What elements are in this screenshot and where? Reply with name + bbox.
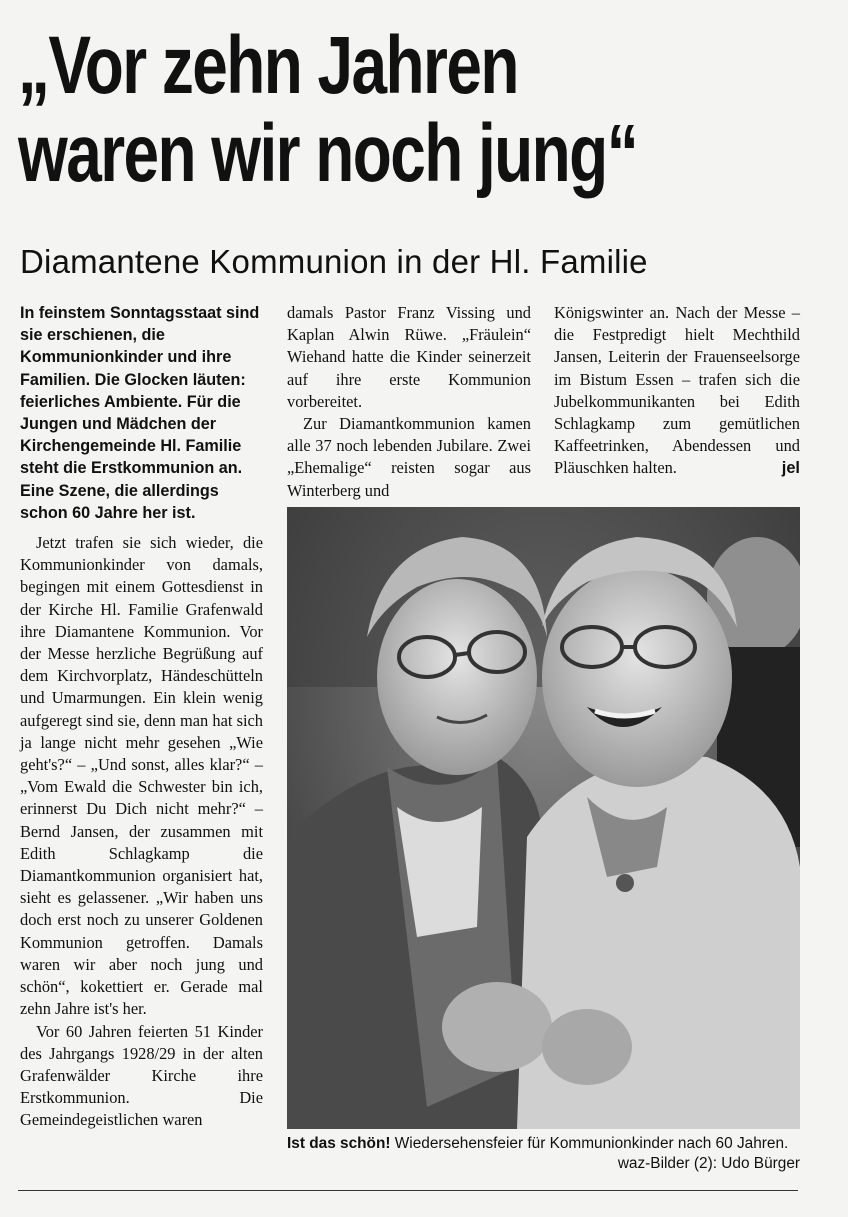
body-paragraph: damals Pastor Franz Vissing und Kaplan Alwin Rüwe. „Fräulein“ Wiehand hatte die Kinder seinerzeit auf ihre erste Kommunion vorbereitet. — [287, 303, 531, 411]
article-photo — [287, 507, 800, 1129]
headline — [18, 22, 642, 198]
body-paragraph: Jetzt trafen sie sich wieder, die Kommunionkinder von damals, begingen mit einem Gottesdienst in der Kirche Hl. Familie Grafenwald ihre Diamantene Kommunion. Vor der Messe herzliche Begrüßung auf dem Kirchvorplatz, Händeschütteln und Umarmungen. Ein klein wenig aufgeregt sind sie, denn man hat sich ja lange nicht mehr gesehen „Wie geht's?“ – „Und sonst, alles klar?“ – „Vom Ewald die Schwester bin ich, erinnerst Du Dich nicht mehr?“ – Bernd Jansen, der zusammen mit Edith Schlagkamp die Diamantkommunion organisiert hat, sieht es gelassener. „Wir haben uns doch erst noch zu unserer Goldenen Kommunion getroffen. Damals waren wir aber noch jung und schön“, kokettiert er. Gerade mal zehn Jahre ist's her. — [20, 533, 263, 1019]
subheadline: Diamantene Kommunion in der Hl. Familie — [20, 243, 648, 280]
headline-line-2: waren wir noch jung“ — [18, 108, 638, 199]
photo-credit: waz-Bilder (2): Udo Bürger — [617, 1155, 800, 1172]
photo-two-women-laughing — [287, 507, 800, 1129]
bottom-rule — [18, 1190, 798, 1191]
body-paragraph — [554, 302, 800, 480]
article-column-1 — [20, 302, 263, 1132]
photo-caption — [287, 1134, 800, 1172]
body-paragraph: Vor 60 Jahren feierten 51 Kinder des Jahrgangs 1928/29 in der alten Grafenwälder Kirche ihre Erstkommunion. Die Gemeindegeistlichen waren — [20, 1021, 263, 1130]
article-column-2 — [287, 302, 531, 502]
caption-text: Wiedersehensfeier für Kommunionkinder nach 60 Jahren. — [390, 1135, 789, 1152]
body-paragraph: Zur Diamantkommunion kamen alle 37 noch lebenden Jubilare. Zwei „Ehemalige“ reisten sogar aus Winterberg und — [287, 414, 531, 500]
author-signoff: jel — [781, 459, 800, 478]
lead-paragraph: In feinstem Sonntagsstaat sind sie erschienen, die Kommunionkinder und ihre Familien. Die Glocken läuten: feierliches Ambiente. Für die Jungen und Mädchen der Kirchengemeinde Hl. Familie steht die Erstkommunion an. Eine Szene, die allerdings schon 60 Jahre her ist. — [20, 304, 260, 522]
caption-bold-lead: Ist das schön! — [287, 1135, 391, 1152]
article-column-3 — [554, 302, 800, 480]
body-text: Königswinter an. Nach der Messe – die Festpredigt hielt Mechthild Jansen, Leiterin der Frauenseelsorge im Bistum Essen – trafen sich die Jubelkommunikanten bei Edith Schlagkamp zum gemütlichen Kaffeetrinken, Abendessen und Pläuschken halten. — [554, 303, 800, 478]
headline-line-1: „Vor zehn Jahren — [18, 20, 518, 111]
